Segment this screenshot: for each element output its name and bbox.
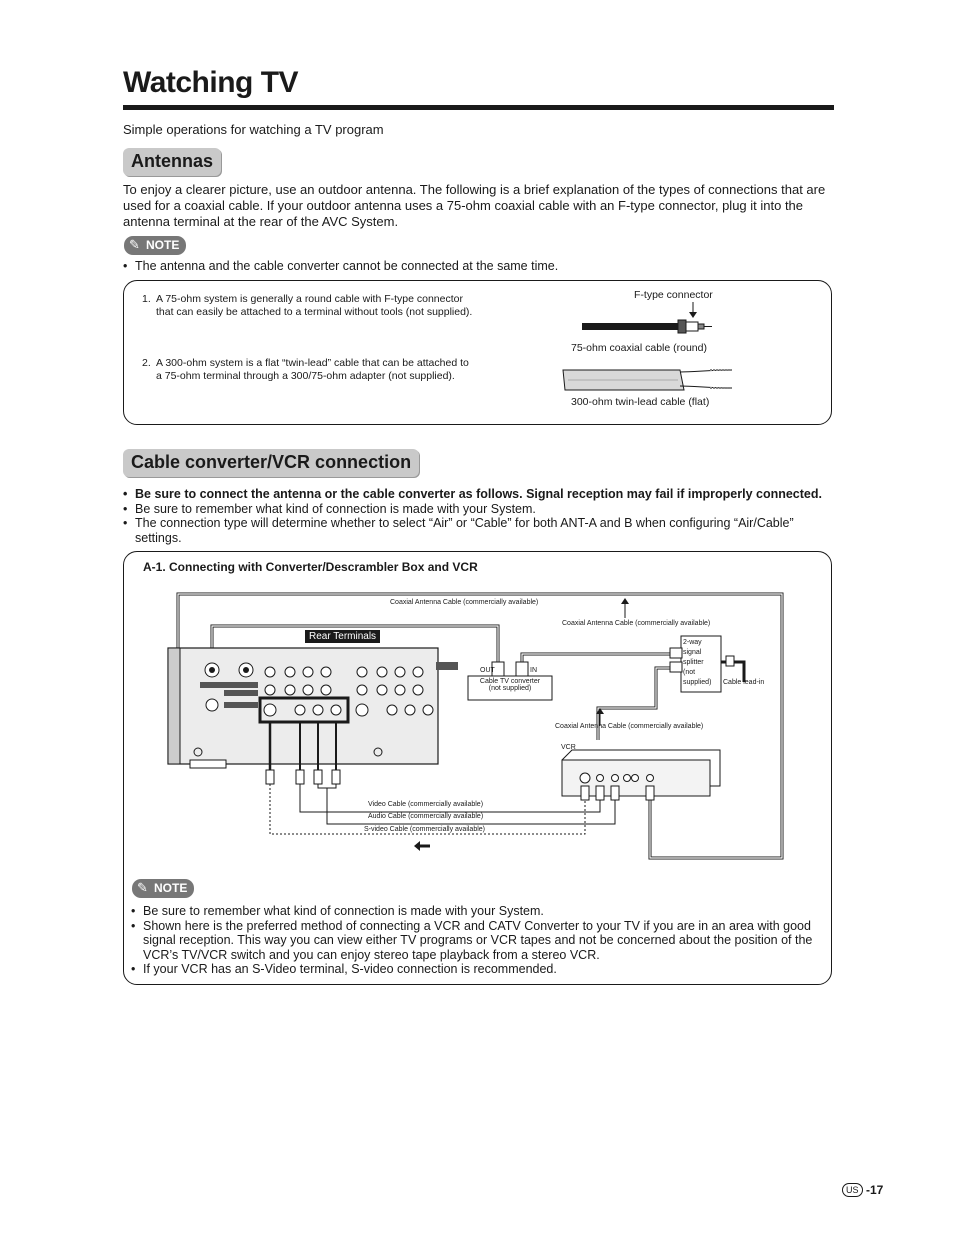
note-label: NOTE — [146, 238, 180, 252]
pointer-arrow — [689, 312, 697, 318]
antenna-item-2: 2. A 300-ohm system is a flat “twin-lead” cable that can be attached to a 75-ohm terminal through a 300/75-ohm adapter (not supplied). — [142, 357, 469, 382]
antennas-note-list — [123, 259, 835, 274]
antennas-intro: To enjoy a clearer picture, use an outdoor antenna. The following is a brief explanation of the types of connections that are used for a coaxial cable. If your outdoor antenna uses a 75-ohm coaxial cable with an F-type connector, plug it into the antenna terminal at the rear of the AVC System. — [123, 182, 826, 229]
up-arrow-head — [621, 598, 629, 604]
antennas-heading: Antennas — [123, 148, 221, 176]
list-item: • Shown here is the preferred method of connecting a VCR and CATV Converter to your TV if you are in an area with good signal reception. This way you can view either TV programs or VCR tapes and not be concerned about the position of the VCR’s TV/VCR switch and you can enjoy stereo tape playback from a stereo VCR. — [131, 919, 825, 963]
converter-out-label: OUT — [480, 667, 495, 674]
list-item: • The connection type will determine whether to select “Air” or “Cable” for both ANT-A and B when configuring “Air/Cable” settings. — [123, 516, 835, 545]
list-item: • Be sure to connect the antenna or the cable converter as follows. Signal reception may fail if improperly connected. — [123, 487, 835, 502]
antenna-item-1: 1. A 75-ohm system is generally a round cable with F-type connector that can easily be attached to a terminal without tools (not supplied). — [142, 293, 473, 318]
video-cable-label: Video Cable (commercially available) — [368, 801, 484, 808]
coax-right-label: Coaxial Antenna Cable (commercially available) — [562, 620, 711, 627]
audio-cable-label: Audio Cable (commercially available) — [368, 813, 484, 820]
region-badge: US — [842, 1183, 863, 1197]
page-title: Watching TV — [123, 66, 299, 99]
svideo-cable-label: S-video Cable (commercially available) — [364, 826, 485, 833]
cable-note-list — [131, 904, 825, 977]
pencil-icon: ✎ — [137, 880, 148, 895]
twin-lead-label: 300-ohm twin-lead cable (flat) — [571, 396, 710, 408]
note-badge — [132, 879, 194, 898]
converter-in-label: IN — [530, 667, 537, 674]
splitter-label: 2-way signal splitter (not supplied) — [683, 639, 712, 686]
list-item: • Be sure to remember what kind of connection is made with your System. — [131, 904, 825, 919]
coax-label: 75-ohm coaxial cable (round) — [571, 342, 707, 354]
list-item: • The antenna and the cable converter cannot be connected at the same time. — [123, 259, 835, 274]
f-connector-tip — [698, 324, 704, 329]
f-connector-nut — [678, 320, 686, 333]
vcr-label: VCR — [561, 744, 576, 751]
rear-terminals-label: Rear Terminals — [305, 630, 380, 643]
pencil-icon: ✎ — [129, 237, 140, 252]
coax-mid-label: Coaxial Antenna Cable (commercially available) — [555, 723, 704, 730]
left-arrow-head — [414, 841, 420, 851]
coax-converter-to-splitter — [522, 654, 672, 666]
cable-lead-in-label: Cable lead-in — [723, 679, 765, 686]
f-connector-body — [686, 322, 698, 331]
cable-heading: Cable converter/VCR connection — [123, 449, 419, 477]
title-rule — [123, 105, 834, 110]
page-subtitle: Simple operations for watching a TV program — [123, 122, 384, 137]
connection-box-title: A-1. Connecting with Converter/Descrambler Box and VCR — [143, 560, 478, 574]
coax-cable — [582, 323, 682, 330]
twin-lead-wire-1 — [680, 370, 732, 372]
cable-bullets — [123, 487, 835, 545]
converter-label: Cable TV converter (not supplied) — [479, 678, 541, 692]
out-terminal — [206, 699, 218, 711]
twin-lead-wire-2 — [680, 386, 732, 388]
coax-top-label: Coaxial Antenna Cable (commercially available) — [390, 599, 539, 606]
list-item: • Be sure to remember what kind of connection is made with your System. — [123, 502, 835, 517]
page-number: -17 — [866, 1183, 884, 1197]
f-type-label: F-type connector — [634, 289, 713, 301]
note-badge — [124, 236, 186, 255]
list-item: • If your VCR has an S-Video terminal, S-video connection is recommended. — [131, 962, 825, 977]
note-label: NOTE — [154, 881, 188, 895]
